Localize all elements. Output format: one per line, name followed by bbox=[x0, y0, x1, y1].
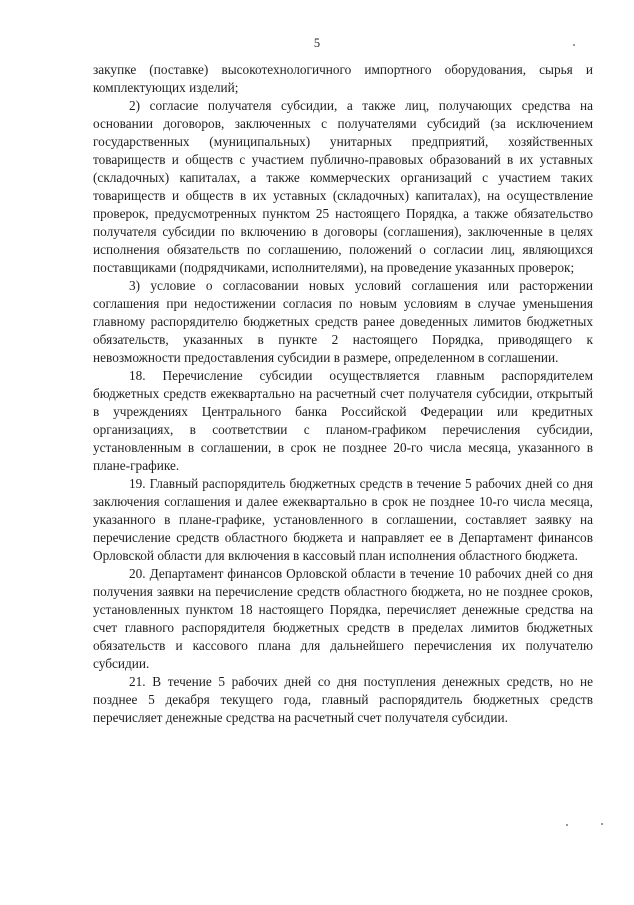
page-number: 5 bbox=[313, 36, 321, 50]
paragraph-clause-21: 21. В течение 5 рабочих дней со дня поступления денежных средств, но не позднее 5 декабря текущего года, главный распорядитель бюджетных средств перечисляет денежные средства на расчетный счет получателя субсидии. bbox=[93, 674, 593, 725]
paragraph-continuation: закупке (поставке) высокотехнологичного импортного оборудования, сырья и комплектующих изделий; bbox=[93, 62, 593, 95]
scan-speck bbox=[573, 44, 575, 46]
scan-speck bbox=[601, 823, 603, 825]
document-body bbox=[93, 61, 593, 727]
paragraph-clause-20: 20. Департамент финансов Орловской области в течение 10 рабочих дней со дня получения заявки на перечисление средств областного бюджета, но не позднее сроков, установленных пунктом 18 настоящего Порядка, перечисляет денежные средства на счет главного распорядителя бюджетных средств в пределах лимитов бюджетных обязательств и кассового плана для дальнейшего перечисления их получателю субсидии. bbox=[93, 566, 593, 671]
paragraph-clause-18: 18. Перечисление субсидии осуществляется главным распорядителем бюджетных средств ежеквартально на расчетный счет получателя субсидии, открытый в учреждениях Центрального банка Российской Федерации или кредитных организациях, в соответствии с планом-графиком перечисления субсидии, установленным в соглашении, в срок не позднее 20-го числа месяца, указанного в плане-графике. bbox=[93, 368, 593, 473]
paragraph-item-2: 2) согласие получателя субсидии, а также лиц, получающих средства на основании договоров, заключенных с получателями субсидий (за исключением государственных (муниципальных) унитарных предприятий, хозяйственных товариществ и обществ с участием публично-правовых образований в их уставных (складочных) капиталах, а также коммерческих организаций с участием таких товариществ и обществ в их уставных (складочных) капиталах), на осуществление проверок, предусмотренных пунктом 25 настоящего Порядка, а также обязательство получателя субсидии по включению в договоры (соглашения), заключенные в целях исполнения обязательств по соглашению, положений о согласии лиц, являющихся поставщиками (подрядчиками, исполнителями), на проведение указанных проверок; bbox=[93, 98, 593, 275]
scan-speck bbox=[566, 824, 568, 826]
paragraph-clause-19: 19. Главный распорядитель бюджетных средств в течение 5 рабочих дней со дня заключения соглашения и далее ежеквартально в срок не позднее 10-го числа месяца, указанного в плане-графике, установленного в соглашении, составляет заявку на перечисление средств областного бюджета и направляет ее в Департамент финансов Орловской области для включения в кассовый план исполнения областного бюджета. bbox=[93, 476, 593, 563]
paragraph-item-3: 3) условие о согласовании новых условий соглашения или расторжении соглашения при недостижении согласия по новым условиям в случае уменьшения главному распорядителю бюджетных средств ранее доведенных лимитов бюджетных обязательств, указанных в пункте 2 настоящего Порядка, приводящего к невозможности предоставления субсидии в размере, определенном в соглашении. bbox=[93, 278, 593, 365]
